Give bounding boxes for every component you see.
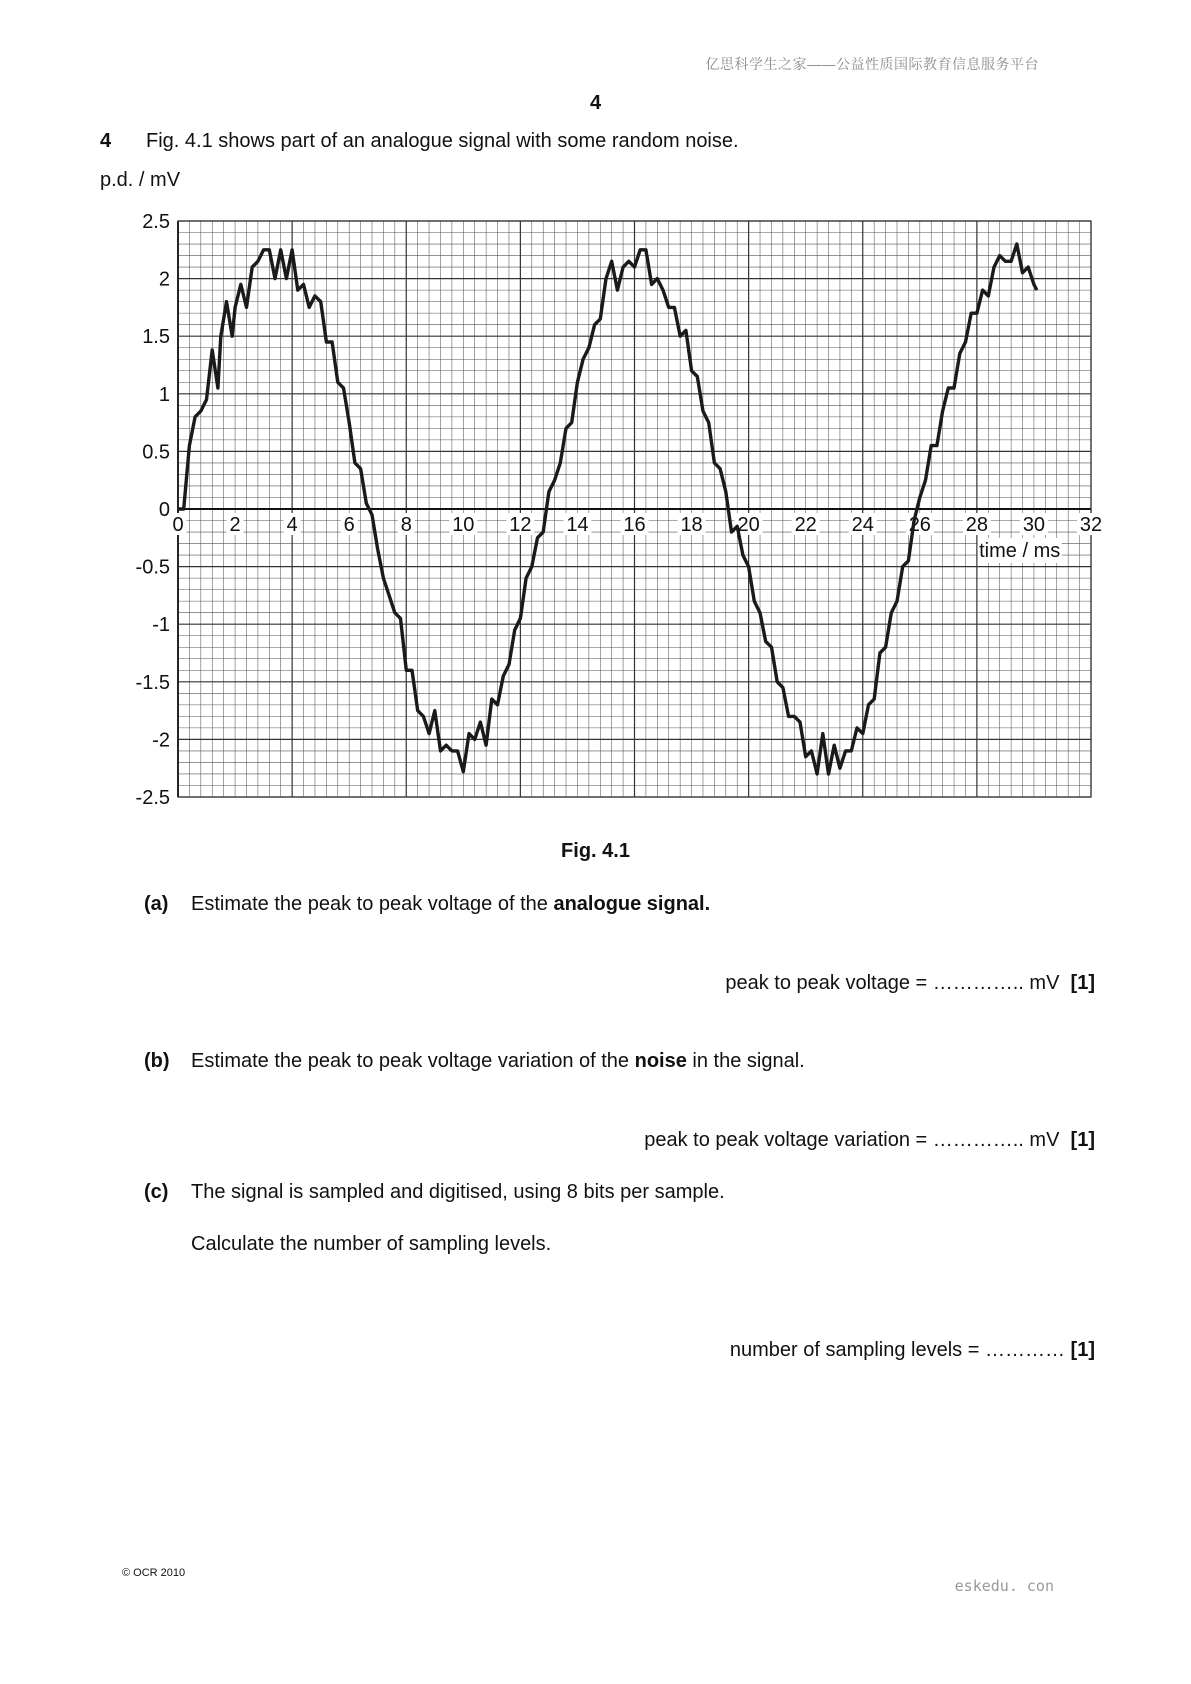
x-axis-label: time / ms — [979, 540, 1061, 562]
y-axis-label: p.d. / mV — [100, 170, 181, 191]
part-b-label: (b) — [144, 1050, 170, 1072]
y-tick-label: 1.5 — [142, 326, 170, 349]
y-tick-label: 0 — [158, 499, 170, 521]
x-tick-label: 12 — [509, 514, 532, 536]
x-tick-label: 6 — [343, 514, 355, 536]
y-tick-label: -1.5 — [135, 671, 170, 694]
part-a-marks: [1] — [1070, 972, 1095, 994]
footer-site: eskedu. con — [954, 1577, 1054, 1595]
part-c-text: The signal is sampled and digitised, using 8 bits per sample. — [191, 1181, 725, 1203]
signal-chart — [90, 170, 1110, 810]
x-tick-label: 24 — [851, 514, 874, 536]
x-tick-label: 32 — [1079, 514, 1103, 536]
part-c-answer-line — [730, 1339, 1095, 1362]
part-c-label: (c) — [144, 1181, 169, 1203]
footer-copyright: © OCR 2010 — [122, 1567, 186, 1579]
part-b-bold: noise — [634, 1050, 687, 1072]
y-tick-label: 2 — [158, 268, 170, 291]
y-tick-label: 2.5 — [142, 211, 170, 233]
x-tick-label: 30 — [1022, 514, 1046, 536]
x-tick-label: 16 — [623, 514, 646, 536]
part-c-instruction: Calculate the number of sampling levels. — [191, 1233, 552, 1255]
part-a-answer-line — [725, 972, 1095, 995]
part-a-answer-text: peak to peak voltage = ………….. mV — [725, 972, 1060, 994]
x-tick-label: 8 — [400, 514, 412, 536]
y-tick-label: -2.5 — [135, 787, 170, 809]
x-tick-label: 0 — [172, 514, 184, 536]
part-c-marks: [1] — [1070, 1339, 1095, 1361]
part-b-question — [144, 1050, 805, 1073]
part-c-question — [144, 1181, 725, 1204]
part-b-answer-text: peak to peak voltage variation = ………….. mV — [644, 1129, 1060, 1151]
y-tick-label: -1 — [152, 614, 170, 637]
part-b-answer-line — [644, 1129, 1095, 1152]
question-intro: Fig. 4.1 shows part of an analogue signal with some random noise. — [146, 130, 739, 152]
y-tick-label: 0.5 — [142, 441, 170, 464]
part-a-question — [144, 893, 710, 916]
x-tick-label: 26 — [908, 514, 931, 536]
signal-chart-svg — [90, 170, 1110, 810]
part-b-text-after: in the signal. — [686, 1050, 805, 1072]
part-c-answer-text: number of sampling levels = ………… — [729, 1339, 1065, 1361]
header-watermark: 亿思科学生之家——公益性质国际教育信息服务平台 — [705, 56, 1039, 72]
y-tick-label: -2 — [152, 729, 170, 752]
part-a-label: (a) — [144, 893, 169, 915]
x-tick-label: 4 — [286, 514, 298, 536]
x-tick-label: 22 — [794, 514, 817, 536]
x-tick-label: 14 — [566, 514, 589, 536]
x-tick-label: 18 — [680, 514, 703, 536]
part-b-text: Estimate the peak to peak voltage variation of the — [191, 1050, 635, 1072]
page-number: 4 — [589, 92, 602, 114]
x-tick-label: 20 — [737, 514, 760, 536]
x-tick-label: 28 — [965, 514, 988, 536]
y-tick-label: 1 — [158, 383, 170, 406]
part-b-marks: [1] — [1070, 1129, 1095, 1151]
part-a-text: Estimate the peak to peak voltage of the — [191, 893, 554, 915]
figure-caption: Fig. 4.1 — [561, 840, 630, 862]
y-tick-label: -0.5 — [135, 556, 170, 579]
x-tick-label: 10 — [452, 514, 475, 536]
x-tick-label: 2 — [229, 514, 241, 536]
question-number: 4 — [100, 130, 112, 152]
part-a-bold: analogue signal. — [553, 893, 711, 915]
